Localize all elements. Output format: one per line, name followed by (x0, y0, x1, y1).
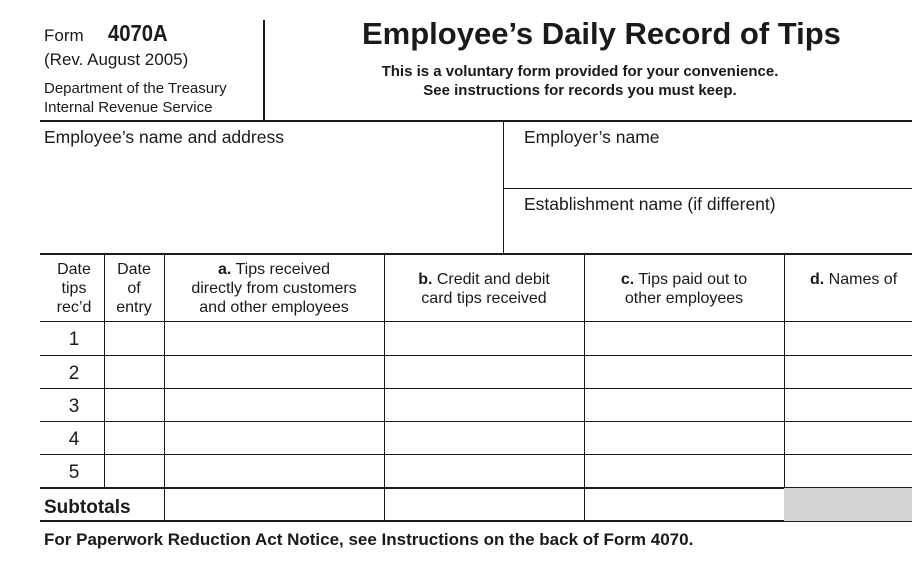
table-row[interactable] (105, 422, 912, 454)
form-revision: (Rev. August 2005) (44, 50, 189, 69)
table-row[interactable] (105, 356, 912, 388)
table-row[interactable] (105, 322, 912, 355)
employer-name-label: Employer’s name (524, 127, 660, 147)
department-line-1: Department of the Treasury (44, 80, 227, 97)
establishment-name-label: Establishment name (if different) (524, 194, 776, 214)
establishment-name-field[interactable] (504, 189, 912, 253)
col-header-a-tips-received: a. Tips received directly from customers and other employees (191, 261, 357, 316)
subtitle-line-2: See instructions for records you must keep. (423, 82, 737, 99)
employer-name-field[interactable] (504, 122, 912, 188)
col-header-date-tips-received: Date tips rec’d (56, 261, 92, 316)
department-line-2: Internal Revenue Service (44, 99, 213, 116)
header-divider (263, 20, 265, 120)
col-header-b-credit-debit: b. Credit and debit card tips received (418, 271, 550, 307)
employee-name-address-field[interactable] (40, 122, 503, 253)
form-label: Form (44, 26, 84, 45)
table-row[interactable] (105, 455, 912, 487)
subtotal-b-field[interactable] (385, 489, 584, 520)
form-title: Employee’s Daily Record of Tips (362, 16, 841, 51)
col-header-d-names: d. Names of (810, 271, 898, 288)
subtitle-line-1: This is a voluntary form provided for your convenience. (381, 63, 779, 80)
form-number: 4070A (108, 20, 168, 46)
row-number: 5 (68, 462, 80, 483)
subtotal-c-field[interactable] (585, 489, 784, 520)
col-header-date-of-entry: Date of entry (116, 261, 152, 316)
table-bottom-rule (40, 520, 912, 522)
row-number: 1 (68, 329, 80, 350)
subtotals-label: Subtotals (44, 497, 131, 518)
col-header-c-tips-paid-out: c. Tips paid out to other employees (620, 271, 748, 307)
subtotal-a-field[interactable] (165, 489, 384, 520)
paperwork-notice: For Paperwork Reduction Act Notice, see Instructions on the back of Form 4070. (44, 530, 694, 549)
row-number: 3 (68, 396, 80, 417)
row-number: 4 (68, 429, 80, 450)
table-row[interactable] (105, 389, 912, 421)
employee-name-address-label: Employee’s name and address (44, 127, 284, 147)
row-number: 2 (68, 363, 80, 384)
table-top-rule (40, 253, 912, 255)
subtotal-d-shaded-cell (784, 488, 912, 521)
